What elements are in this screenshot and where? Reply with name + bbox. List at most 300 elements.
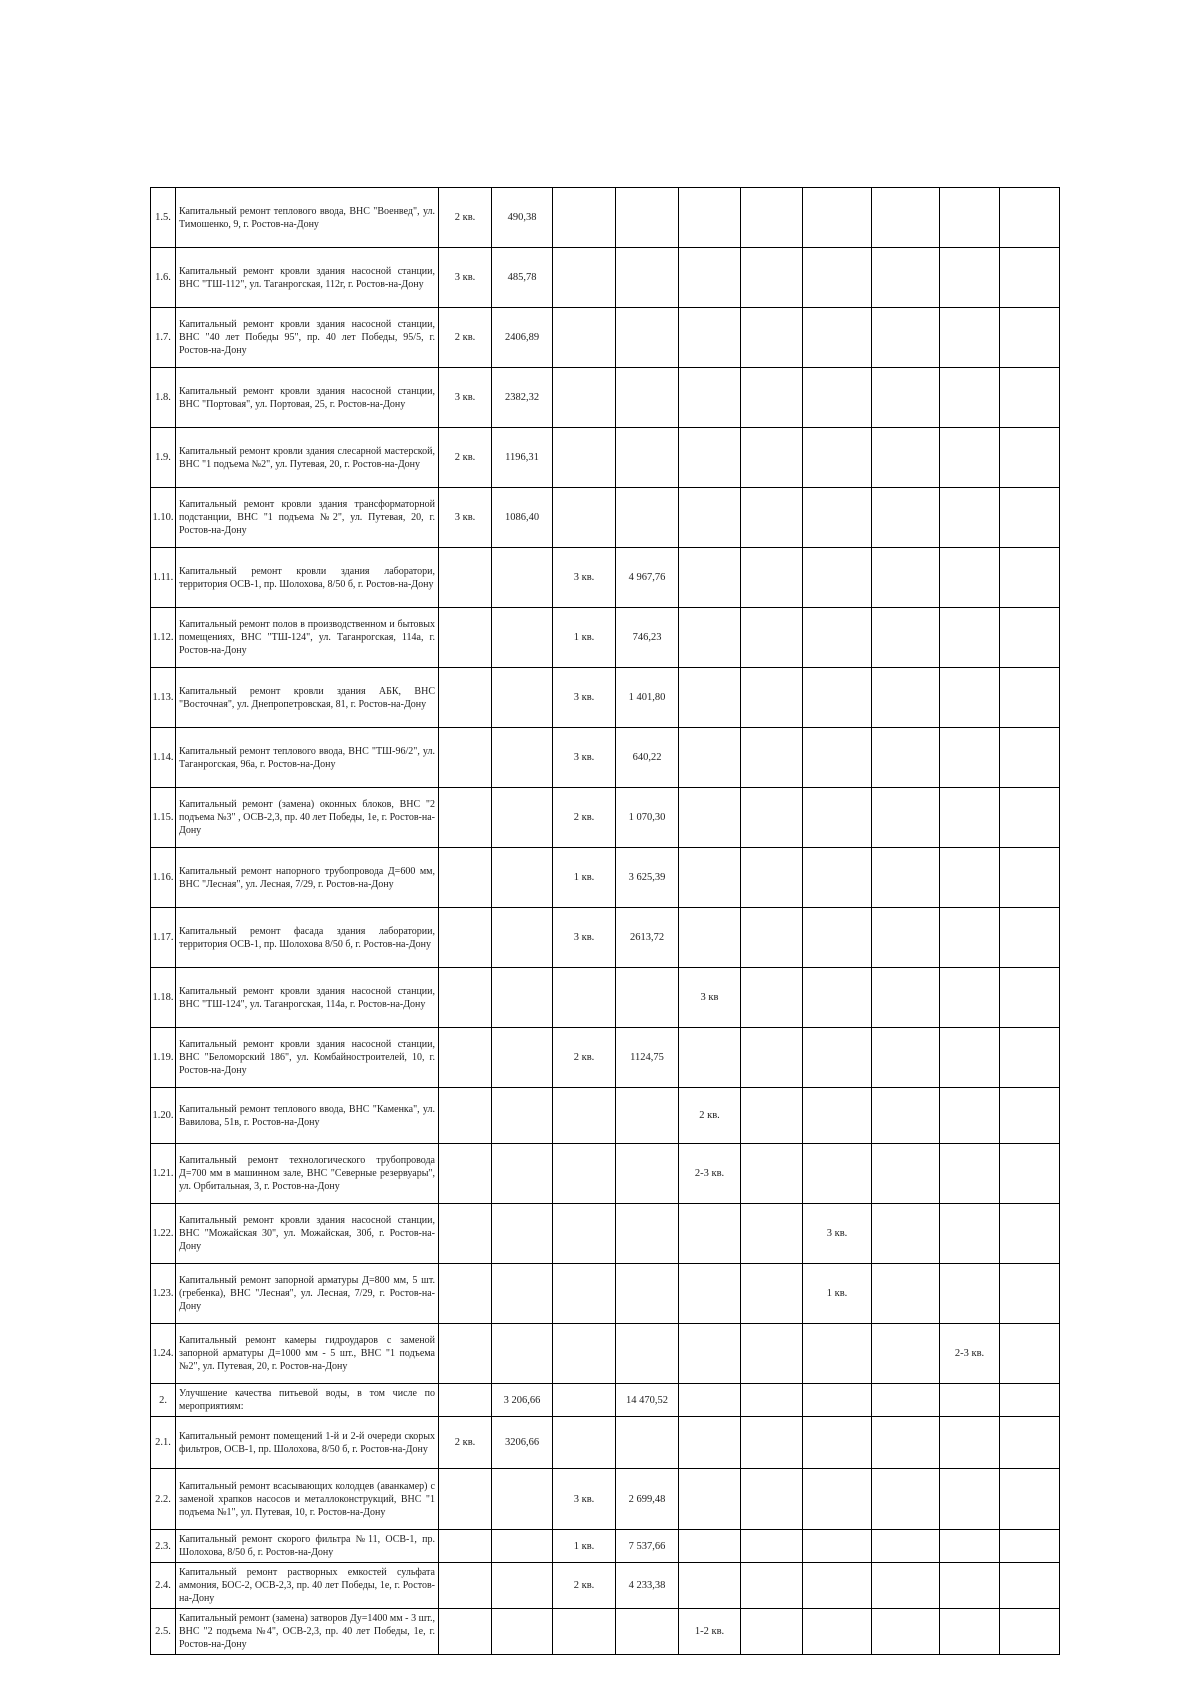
table-cell	[679, 428, 741, 488]
table-cell	[803, 1384, 872, 1417]
table-cell	[553, 1384, 616, 1417]
table-cell	[872, 788, 940, 848]
table-cell	[679, 608, 741, 668]
table-row	[151, 1028, 1060, 1088]
table-cell	[803, 1530, 872, 1563]
table-cell	[553, 968, 616, 1028]
table-cell	[439, 1144, 492, 1204]
table-cell: 1 кв.	[553, 1530, 616, 1563]
table-cell	[940, 908, 1000, 968]
table-cell	[741, 848, 803, 908]
table-row	[151, 428, 1060, 488]
table-cell	[492, 1469, 553, 1530]
table-cell	[741, 1563, 803, 1609]
table-cell: 1-2 кв.	[679, 1609, 741, 1655]
table-cell	[1000, 548, 1060, 608]
table-row	[151, 1609, 1060, 1655]
table-cell	[553, 1088, 616, 1144]
table-row	[151, 368, 1060, 428]
table-cell	[803, 1028, 872, 1088]
table-cell	[439, 848, 492, 908]
table-cell	[439, 908, 492, 968]
table-cell	[1000, 1324, 1060, 1384]
row-description: Капитальный ремонт кровли здания насосной станции, ВНС "40 лет Победы 95", пр. 40 лет Победы, 95/5, г. Ростов-на-Дону	[176, 308, 439, 368]
row-description: Капитальный ремонт кровли здания АБК, ВНС "Восточная", ул. Днепропетровская, 81, г. Ростов-на-Дону	[176, 668, 439, 728]
table-cell	[553, 368, 616, 428]
table-cell	[492, 1530, 553, 1563]
table-cell	[679, 1417, 741, 1469]
table-cell	[492, 1264, 553, 1324]
row-description: Капитальный ремонт кровли здания насосной станции, ВНС "Можайская 30", ул. Можайская, 30б, г. Ростов-на-Дону	[176, 1204, 439, 1264]
row-description: Капитальный ремонт запорной арматуры Д=800 мм, 5 шт. (гребенка), ВНС "Лесная", ул. Лесная, 7/29, г. Ростов-на-Дону	[176, 1264, 439, 1324]
row-description: Капитальный ремонт технологического трубопровода Д=700 мм в машинном зале, ВНС "Северные резервуары", ул. Орбитальная, 3, г. Ростов-на-Дону	[176, 1144, 439, 1204]
table-cell	[553, 308, 616, 368]
table-cell	[872, 908, 940, 968]
table-cell	[803, 608, 872, 668]
table-cell	[439, 728, 492, 788]
table-cell	[803, 1469, 872, 1530]
table-cell	[803, 908, 872, 968]
table-cell	[741, 968, 803, 1028]
table-cell	[872, 1028, 940, 1088]
table-cell	[616, 1609, 679, 1655]
row-number: 1.5.	[151, 188, 176, 248]
table-cell	[1000, 608, 1060, 668]
table-row	[151, 548, 1060, 608]
table-cell	[803, 248, 872, 308]
table-cell	[940, 1530, 1000, 1563]
row-number: 1.15.	[151, 788, 176, 848]
table-cell: 2613,72	[616, 908, 679, 968]
table-cell: 3 кв.	[439, 368, 492, 428]
table-cell	[872, 1204, 940, 1264]
table-row	[151, 788, 1060, 848]
table-cell	[679, 1530, 741, 1563]
table-cell	[679, 1563, 741, 1609]
table-cell: 3 кв.	[439, 248, 492, 308]
table-cell	[741, 1204, 803, 1264]
table-cell: 2 кв.	[439, 428, 492, 488]
table-row	[151, 1384, 1060, 1417]
table-cell	[492, 1144, 553, 1204]
table-cell: 2-3 кв.	[940, 1324, 1000, 1384]
table-cell: 2 кв.	[439, 188, 492, 248]
table-cell	[940, 368, 1000, 428]
table-cell: 3 кв.	[553, 1469, 616, 1530]
table-cell	[872, 968, 940, 1028]
table-cell	[679, 848, 741, 908]
table-cell: 485,78	[492, 248, 553, 308]
row-number: 1.19.	[151, 1028, 176, 1088]
table-cell	[492, 608, 553, 668]
table-cell	[616, 248, 679, 308]
row-description: Капитальный ремонт камеры гидроударов с заменой запорной арматуры Д=1000 мм - 5 шт., ВНС "1 подъема №2", ул. Путевая, 20, г. Ростов-на-Дону	[176, 1324, 439, 1384]
row-description: Капитальный ремонт фасада здания лаборатории, территория ОСВ-1, пр. Шолохова 8/50 б, г. Ростов-на-Дону	[176, 908, 439, 968]
table-cell	[679, 188, 741, 248]
table-cell	[803, 668, 872, 728]
table-cell	[741, 728, 803, 788]
table-cell	[492, 668, 553, 728]
table-cell	[940, 1264, 1000, 1324]
table-cell	[803, 728, 872, 788]
table-cell	[741, 1088, 803, 1144]
table-cell	[803, 428, 872, 488]
table-cell	[741, 308, 803, 368]
table-cell	[492, 1324, 553, 1384]
table-cell: 2 кв.	[553, 1563, 616, 1609]
table-cell	[1000, 1609, 1060, 1655]
table-cell: 1 401,80	[616, 668, 679, 728]
table-cell	[741, 188, 803, 248]
table-cell	[940, 1563, 1000, 1609]
table-cell	[940, 548, 1000, 608]
table-row	[151, 1204, 1060, 1264]
table-row	[151, 1088, 1060, 1144]
table-cell	[616, 188, 679, 248]
table-cell	[940, 848, 1000, 908]
table-cell	[1000, 668, 1060, 728]
table-cell	[1000, 1204, 1060, 1264]
table-cell	[679, 1264, 741, 1324]
table-cell: 3 кв.	[803, 1204, 872, 1264]
table-cell	[439, 668, 492, 728]
table-cell	[1000, 1264, 1060, 1324]
table-cell	[1000, 308, 1060, 368]
table-cell	[679, 308, 741, 368]
table-cell	[741, 1324, 803, 1384]
table-row	[151, 308, 1060, 368]
table-cell	[872, 308, 940, 368]
table-cell	[940, 1417, 1000, 1469]
table-cell	[872, 1324, 940, 1384]
row-number: 1.8.	[151, 368, 176, 428]
table-cell	[940, 788, 1000, 848]
table-body	[151, 188, 1060, 1655]
table-row	[151, 188, 1060, 248]
table-cell	[940, 1028, 1000, 1088]
table-cell	[1000, 368, 1060, 428]
table-cell	[741, 1417, 803, 1469]
table-cell	[1000, 788, 1060, 848]
table-cell	[439, 1384, 492, 1417]
row-number: 1.17.	[151, 908, 176, 968]
row-number: 1.12.	[151, 608, 176, 668]
table-cell	[439, 1609, 492, 1655]
row-number: 1.24.	[151, 1324, 176, 1384]
table-cell	[872, 848, 940, 908]
table-cell	[872, 428, 940, 488]
row-description: Капитальный ремонт полов в производственном и бытовых помещениях, ВНС "ТШ-124", ул. Таганрогская, 114а, г. Ростов-на-Дону	[176, 608, 439, 668]
row-number: 2.2.	[151, 1469, 176, 1530]
row-description: Капитальный ремонт помещений 1-й и 2-й очереди скорых фильтров, ОСВ-1, пр. Шолохова, 8/50 б, г. Ростов-на-Дону	[176, 1417, 439, 1469]
table-cell: 2 кв.	[439, 1417, 492, 1469]
table-cell: 3 кв.	[553, 668, 616, 728]
table-cell	[940, 1384, 1000, 1417]
table-cell	[803, 548, 872, 608]
table-cell	[616, 1417, 679, 1469]
table-cell	[439, 1028, 492, 1088]
table-cell: 14 470,52	[616, 1384, 679, 1417]
table-row	[151, 668, 1060, 728]
table-row	[151, 1563, 1060, 1609]
table-cell: 4 967,76	[616, 548, 679, 608]
table-cell	[1000, 1144, 1060, 1204]
table-cell	[616, 1144, 679, 1204]
table-row	[151, 968, 1060, 1028]
table-cell	[1000, 248, 1060, 308]
table-cell	[1000, 1417, 1060, 1469]
table-cell	[741, 428, 803, 488]
row-number: 1.10.	[151, 488, 176, 548]
table-cell: 3 кв.	[439, 488, 492, 548]
table-cell	[803, 1088, 872, 1144]
table-cell	[741, 668, 803, 728]
table-cell	[872, 488, 940, 548]
table-cell	[679, 488, 741, 548]
row-number: 2.1.	[151, 1417, 176, 1469]
table-cell: 1 кв.	[803, 1264, 872, 1324]
row-number: 1.21.	[151, 1144, 176, 1204]
table-cell: 2 кв.	[553, 1028, 616, 1088]
table-cell: 2406,89	[492, 308, 553, 368]
row-description: Капитальный ремонт кровли здания насосной станции, ВНС "Портовая", ул. Портовая, 25, г. Ростов-на-Дону	[176, 368, 439, 428]
table-cell	[940, 248, 1000, 308]
table-cell	[872, 1144, 940, 1204]
table-cell	[553, 1204, 616, 1264]
table-cell	[553, 1609, 616, 1655]
row-number: 1.14.	[151, 728, 176, 788]
table-row	[151, 1144, 1060, 1204]
table-cell: 3 кв.	[553, 548, 616, 608]
table-cell	[553, 1264, 616, 1324]
table-cell	[940, 428, 1000, 488]
table-cell	[1000, 968, 1060, 1028]
table-cell	[1000, 1563, 1060, 1609]
table-cell	[940, 488, 1000, 548]
row-description: Капитальный ремонт кровли здания лаборатори, территория ОСВ-1, пр. Шолохова, 8/50 б, г. Ростов-на-Дону	[176, 548, 439, 608]
table-cell	[439, 548, 492, 608]
table-cell	[940, 308, 1000, 368]
table-cell	[679, 1324, 741, 1384]
row-number: 2.3.	[151, 1530, 176, 1563]
table-cell	[803, 848, 872, 908]
table-cell: 490,38	[492, 188, 553, 248]
table-cell	[803, 188, 872, 248]
schedule-table	[150, 187, 1060, 1655]
row-number: 1.13.	[151, 668, 176, 728]
table-cell	[803, 1324, 872, 1384]
row-description: Капитальный ремонт кровли здания насосной станции, ВНС "ТШ-112", ул. Таганрогская, 112г, г. Ростов-на-Дону	[176, 248, 439, 308]
table-cell	[492, 968, 553, 1028]
table-cell	[803, 788, 872, 848]
table-cell	[1000, 1530, 1060, 1563]
row-description: Улучшение качества питьевой воды, в том числе по мероприятиям:	[176, 1384, 439, 1417]
table-row	[151, 908, 1060, 968]
table-cell	[741, 548, 803, 608]
row-number: 1.11.	[151, 548, 176, 608]
table-row	[151, 488, 1060, 548]
table-cell	[872, 668, 940, 728]
table-cell	[940, 1088, 1000, 1144]
table-cell: 3 кв.	[553, 728, 616, 788]
row-description: Капитальный ремонт скорого фильтра №11, ОСВ-1, пр. Шолохова, 8/50 б, г. Ростов-на-Дону	[176, 1530, 439, 1563]
table-cell: 3 625,39	[616, 848, 679, 908]
table-cell	[679, 668, 741, 728]
table-row	[151, 848, 1060, 908]
row-number: 1.16.	[151, 848, 176, 908]
row-number: 1.23.	[151, 1264, 176, 1324]
table-cell	[553, 248, 616, 308]
table-cell: 4 233,38	[616, 1563, 679, 1609]
table-cell	[741, 1264, 803, 1324]
table-cell	[741, 488, 803, 548]
row-description: Капитальный ремонт (замена) оконных блоков, ВНС "2 подъема №3" , ОСВ-2,3, пр. 40 лет Победы, 1е, г. Ростов-на-Дону	[176, 788, 439, 848]
table-cell: 2-3 кв.	[679, 1144, 741, 1204]
row-description: Капитальный ремонт кровли здания слесарной мастерской, ВНС "1 подъема №2", ул. Путевая, 20, г. Ростов-на-Дону	[176, 428, 439, 488]
table-cell	[940, 1609, 1000, 1655]
table-cell: 1 070,30	[616, 788, 679, 848]
row-number: 1.6.	[151, 248, 176, 308]
table-cell	[1000, 1088, 1060, 1144]
table-cell	[616, 968, 679, 1028]
table-cell	[679, 368, 741, 428]
table-cell: 2382,32	[492, 368, 553, 428]
row-description: Капитальный ремонт кровли здания трансформаторной подстанции, ВНС "1 подъема №2", ул. Путевая, 20, г. Ростов-на-Дону	[176, 488, 439, 548]
table-row	[151, 728, 1060, 788]
table-cell	[872, 368, 940, 428]
table-cell	[872, 1563, 940, 1609]
table-cell: 2 699,48	[616, 1469, 679, 1530]
row-description: Капитальный ремонт теплового ввода, ВНС "ТШ-96/2", ул. Таганрогская, 96а, г. Ростов-на-Дону	[176, 728, 439, 788]
table-cell	[492, 908, 553, 968]
table-cell	[741, 1028, 803, 1088]
row-description: Капитальный ремонт напорного трубопровода Д=600 мм, ВНС "Лесная", ул. Лесная, 7/29, г. Ростов-на-Дону	[176, 848, 439, 908]
table-cell	[439, 1264, 492, 1324]
row-number: 1.7.	[151, 308, 176, 368]
table-cell	[616, 428, 679, 488]
table-cell	[439, 1204, 492, 1264]
table-row	[151, 248, 1060, 308]
table-cell	[553, 1417, 616, 1469]
table-cell: 3 кв.	[553, 908, 616, 968]
table-cell	[439, 1530, 492, 1563]
table-row	[151, 1530, 1060, 1563]
table-row	[151, 608, 1060, 668]
table-cell	[872, 1264, 940, 1324]
table-cell	[439, 1563, 492, 1609]
table-cell	[439, 968, 492, 1028]
table-cell	[1000, 488, 1060, 548]
table-cell	[872, 1417, 940, 1469]
table-cell	[803, 1609, 872, 1655]
table-cell	[803, 488, 872, 548]
table-cell	[679, 908, 741, 968]
table-cell: 7 537,66	[616, 1530, 679, 1563]
table-cell	[940, 668, 1000, 728]
table-cell	[872, 188, 940, 248]
table-row	[151, 1469, 1060, 1530]
table-cell	[741, 1384, 803, 1417]
table-cell	[616, 1324, 679, 1384]
table-cell	[872, 1088, 940, 1144]
table-cell	[553, 1324, 616, 1384]
table-cell	[492, 1204, 553, 1264]
row-number: 1.20.	[151, 1088, 176, 1144]
row-number: 2.	[151, 1384, 176, 1417]
table-cell	[553, 488, 616, 548]
table-cell	[741, 608, 803, 668]
row-number: 1.18.	[151, 968, 176, 1028]
table-cell: 746,23	[616, 608, 679, 668]
table-cell	[492, 728, 553, 788]
table-cell	[872, 548, 940, 608]
row-number: 1.22.	[151, 1204, 176, 1264]
row-description: Капитальный ремонт теплового ввода, ВНС "Военвед", ул. Тимошенко, 9, г. Ростов-на-Дону	[176, 188, 439, 248]
table-cell	[872, 248, 940, 308]
table-cell	[872, 1469, 940, 1530]
table-cell	[492, 548, 553, 608]
table-cell	[553, 428, 616, 488]
table-cell	[940, 1204, 1000, 1264]
table-cell	[679, 788, 741, 848]
table-cell	[872, 608, 940, 668]
table-cell	[872, 1609, 940, 1655]
table-cell: 1124,75	[616, 1028, 679, 1088]
table-cell	[553, 1144, 616, 1204]
table-cell	[492, 1609, 553, 1655]
table-cell	[553, 188, 616, 248]
table-cell	[741, 1469, 803, 1530]
table-cell	[1000, 1384, 1060, 1417]
table-cell: 1 кв.	[553, 608, 616, 668]
table-cell	[741, 1609, 803, 1655]
row-description: Капитальный ремонт всасывающих колодцев (аванкамер) с заменой храпков насосов и металлоконструкций, ВНС "1 подъема №1", ул. Путевая, 10, г. Ростов-на-Дону	[176, 1469, 439, 1530]
row-description: Капитальный ремонт кровли здания насосной станции, ВНС "Беломорский 186", ул. Комбайностроителей, 10, г. Ростов-на-Дону	[176, 1028, 439, 1088]
table-cell: 2 кв.	[553, 788, 616, 848]
table-cell	[492, 788, 553, 848]
table-cell	[940, 188, 1000, 248]
table-cell	[679, 248, 741, 308]
table-cell	[872, 1530, 940, 1563]
table-cell	[679, 728, 741, 788]
table-cell	[803, 1417, 872, 1469]
table-cell	[872, 1384, 940, 1417]
row-description: Капитальный ремонт (замена) затворов Ду=1400 мм - 3 шт., ВНС "2 подъема №4", ОСВ-2,3, пр. 40 лет Победы, 1е, г. Ростов-на-Дону	[176, 1609, 439, 1655]
table-cell	[616, 1088, 679, 1144]
table-cell	[803, 368, 872, 428]
table-cell	[940, 1144, 1000, 1204]
row-description: Капитальный ремонт растворных емкостей сульфата аммония, БОС-2, ОСВ-2,3, пр. 40 лет Победы, 1е, г. Ростов-на-Дону	[176, 1563, 439, 1609]
table-cell	[679, 1028, 741, 1088]
row-description: Капитальный ремонт кровли здания насосной станции, ВНС "ТШ-124", ул. Таганрогская, 114а, г. Ростов-на-Дону	[176, 968, 439, 1028]
table-cell	[492, 1088, 553, 1144]
table-cell	[940, 968, 1000, 1028]
table-cell	[940, 1469, 1000, 1530]
table-cell: 2 кв.	[439, 308, 492, 368]
table-cell	[741, 368, 803, 428]
table-cell: 640,22	[616, 728, 679, 788]
table-cell	[616, 1204, 679, 1264]
table-cell	[679, 1384, 741, 1417]
table-cell	[616, 488, 679, 548]
table-cell	[803, 1144, 872, 1204]
table-cell	[872, 728, 940, 788]
table-row	[151, 1324, 1060, 1384]
table-cell	[1000, 908, 1060, 968]
table-cell	[679, 548, 741, 608]
table-cell	[616, 308, 679, 368]
table-cell	[616, 368, 679, 428]
